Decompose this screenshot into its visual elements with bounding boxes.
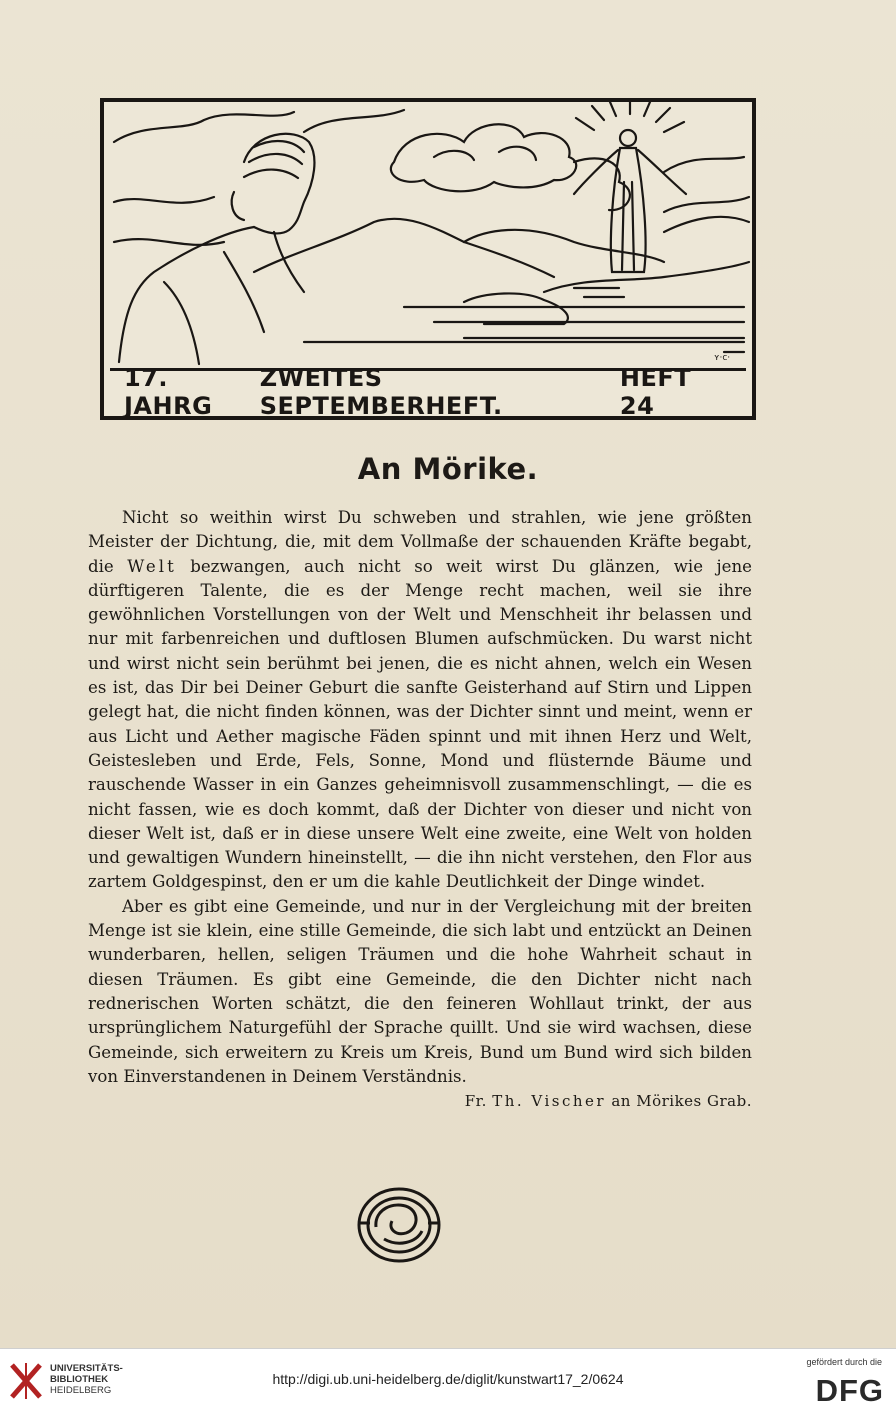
library-line-3: HEIDELBERG bbox=[50, 1385, 112, 1396]
page-title: An Mörike. bbox=[357, 452, 539, 486]
funded-by-label: gefördert durch die bbox=[806, 1357, 882, 1367]
ornament-vignette bbox=[354, 1183, 444, 1267]
paragraph-2 bbox=[88, 895, 752, 1111]
header-illustration bbox=[104, 102, 752, 368]
volume-label: 17. JAHRG bbox=[124, 363, 213, 420]
paragraph-2-text: Aber es gibt eine Gemeinde, und nur in der Vergleichung mit der breiten Menge ist sie klein, eine stille Gemeinde, die sich labt und entzückt an Deinen wunderbaren, hellen, seligen Träumen und die hohe Wahrheit schaut in diesen Träumen. Es gibt eine Gemeinde, die den Dichter nicht nach rednerischen Worten schätzt, die den feineren Wohllaut trinkt, der aus ursprünglichem Naturgefühl der Sprache quillt. Und sie wird wachsen, diese Gemeinde, sich erweitern zu Kreis um Kreis, Bund um Bund wird sich bilden von Einverstandenen in Deinem Verständnis. bbox=[88, 896, 752, 1086]
paragraph-1-part-b: bezwangen, auch nicht so weit wirst Du glänzen, wie jene dürftigeren Talente, die es der Menge recht machen, weil sie ihre gewöhnlichen Vorstellungen von der Welt und Menschheit ihr belassen und nur mit farbenreichen und duftlosen Blumen aufschmücken. Du warst nicht und wirst nicht sein berühmt bei jenen, die es nicht ahnen, welch ein Wesen es ist, das Dir bei Deiner Geburt die sanfte Geisterhand auf Stirn und Lippen gelegt hat, die nicht finden können, was der Dichter sinnt und meint, wenn er aus Licht und Aether magische Fäden spinnt und mit ihnen Herz und Welt, Geistesleben und Erde, Fels, Sonne, Mond und flüsternde Bäume und rauschende Wasser in ein Ganzes geheimnisvoll zusammenschlingt, — die es nicht fassen, wie es doch kommt, daß der Dichter von dieser und nicht von dieser Welt ist, daß er in diese unsere Welt eine zweite, eine Welt von holden und gewaltigen Wundern hineinstellt, — die ihn nicht verstehen, den Flor aus zartem Goldgespinst, den er um die kahle Deutlichkeit der Dinge windet. bbox=[88, 556, 752, 892]
artist-monogram: ʏ·c· bbox=[714, 353, 731, 363]
header-issue-line bbox=[110, 363, 746, 420]
source-url[interactable]: http://digi.ub.uni-heidelberg.de/diglit/kunstwart17_2/0624 bbox=[272, 1371, 624, 1387]
signature-suffix: an Mörikes Grab. bbox=[606, 1092, 752, 1111]
signature-name: Th. Vischer bbox=[492, 1092, 607, 1111]
number-label: HEFT 24 bbox=[619, 363, 692, 420]
paragraph-1-part-a: Nicht so weithin wirst Du schweben und strahlen, wie jene größten Meister der Dichtung, die, mit dem Vollmaße der schauenden Kräfte begabt, die bbox=[88, 508, 752, 576]
emphasis-welt: Welt bbox=[127, 556, 177, 576]
signature bbox=[431, 1089, 752, 1113]
header-illustration-frame bbox=[100, 98, 756, 420]
footer-bar bbox=[0, 1348, 896, 1412]
dfg-logo: DFG bbox=[815, 1373, 884, 1408]
library-line-1: UNIVERSITÄTS- bbox=[50, 1363, 123, 1374]
paragraph-1 bbox=[88, 506, 752, 895]
library-line-2: BIBLIOTHEK bbox=[50, 1374, 109, 1385]
issue-label: ZWEITES SEPTEMBERHEFT. bbox=[259, 363, 503, 420]
signature-prefix: Fr. bbox=[464, 1092, 493, 1111]
article-body bbox=[88, 506, 752, 1113]
